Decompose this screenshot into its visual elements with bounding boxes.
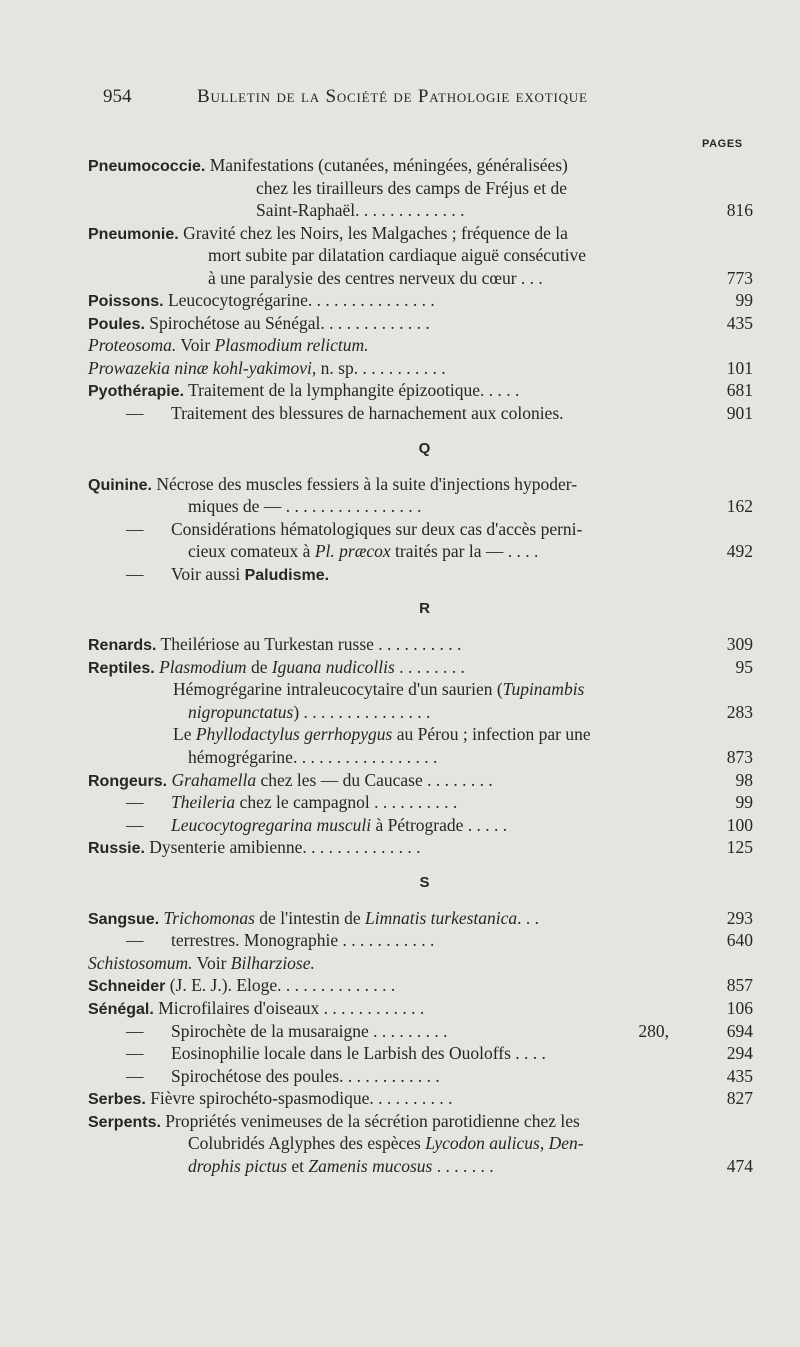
entry-continuation	[88, 746, 753, 769]
page-ref: 309	[726, 634, 753, 655]
entry-continuation	[88, 1155, 753, 1178]
entry-text: à une paralysie des centres nerveux du cœur . . .	[208, 267, 543, 288]
running-header	[103, 86, 753, 116]
page-ref: 901	[726, 403, 753, 424]
entry-text: Colubridés Aglyphes des espèces	[188, 1133, 421, 1154]
entry-text: Saint-Raphaël. . . . . . . . . . . . .	[256, 200, 465, 221]
entry-serbes	[88, 1087, 753, 1110]
entry-subentry	[88, 1042, 753, 1065]
entry-text: au Pérou ; infection par une	[396, 724, 591, 745]
entry-proteosoma	[88, 334, 753, 357]
entry-text: terrestres. Monographie . . . . . . . . . . .	[171, 930, 435, 951]
entry-head: Pneumococcie.	[88, 158, 206, 175]
section-letter-s: S	[419, 873, 430, 891]
ditto-dash: —	[126, 792, 144, 813]
entry-serpents	[88, 1110, 753, 1133]
entry-subentry	[88, 1020, 753, 1043]
entry-text: Traitement de la lymphangite épizootique. . . . .	[188, 380, 520, 401]
page-ref: 95	[735, 656, 753, 677]
entry-continuation	[88, 678, 753, 701]
entry-text: de	[250, 656, 268, 677]
entry-text: Hémogrégarine intraleucocytaire d'un saurien (	[173, 679, 503, 700]
entry-head: Sénégal.	[88, 1000, 154, 1018]
entry-head: Pyothérapie.	[88, 383, 185, 401]
page-ref: 827	[726, 1088, 753, 1109]
entry-subentry	[88, 1065, 753, 1088]
entry-poules	[88, 312, 753, 335]
entry-subentry	[88, 791, 753, 814]
entry-text: drophis pictus	[188, 1155, 288, 1176]
entry-text: cieux comateux à	[188, 541, 311, 562]
entry-head: Sangsue.	[88, 910, 160, 928]
entry-text: Pl. præcox	[314, 541, 391, 562]
entry-subentry	[88, 814, 753, 837]
section-letter-q: Q	[418, 439, 431, 457]
entry-pneumonie	[88, 222, 753, 245]
entry-text: Grahamella	[171, 769, 257, 790]
entry-prowazekia	[88, 357, 753, 380]
entry-text: Voir	[180, 335, 211, 356]
entry-head: Russie.	[88, 840, 145, 858]
entry-text: hémogrégarine. . . . . . . . . . . . . . . . .	[188, 747, 438, 768]
entry-text: Bilharziose.	[230, 952, 315, 973]
entry-rongeurs	[88, 769, 753, 792]
page-ref: 857	[726, 975, 753, 996]
page-ref: 99	[735, 290, 753, 311]
page-ref: 101	[726, 357, 753, 378]
entry-text: ) . . . . . . . . . . . . . . .	[293, 701, 431, 722]
entry-text: Voir aussi	[171, 563, 241, 584]
entry-subentry	[88, 518, 753, 541]
journal-title: Bulletin de la Société de Pathologie exotique	[197, 86, 588, 107]
ditto-dash: —	[126, 403, 144, 424]
page-ref: 293	[726, 907, 753, 928]
page-ref: 694	[726, 1020, 753, 1041]
pages-column-label: PAGES	[702, 138, 743, 150]
entry-continuation	[88, 1132, 753, 1155]
entry-text: chez les tirailleurs des camps de Fréjus et de	[256, 177, 568, 198]
ditto-dash: —	[126, 814, 144, 835]
entry-text: mort subite par dilatation cardiaque aiguë consécutive	[208, 245, 587, 266]
entry-text: à Pétrograde . . . . .	[375, 814, 508, 835]
entry-head: Poissons.	[88, 293, 164, 311]
entry-text: Propriétés venimeuses de la sécrétion parotidienne chez les	[165, 1110, 580, 1131]
entry-renards	[88, 633, 753, 656]
index-content	[88, 154, 753, 1177]
entry-reptiles	[88, 656, 753, 679]
entry-text: Microfilaires d'oiseaux . . . . . . . . . . . .	[158, 997, 425, 1018]
entry-head: Pneumonie.	[88, 225, 179, 243]
entry-pneumococcie	[88, 154, 753, 177]
page-ref: 873	[726, 747, 753, 768]
page-ref: 773	[726, 267, 753, 288]
entry-text: chez le campagnol . . . . . . . . . .	[239, 792, 458, 813]
entry-head: Proteosoma.	[88, 335, 177, 356]
page-ref: 98	[735, 769, 753, 790]
cross-reference: Paludisme.	[244, 566, 330, 584]
entry-text: Zamenis mucosus	[308, 1155, 433, 1176]
page-ref: 474	[726, 1155, 753, 1176]
entry-continuation	[88, 495, 753, 518]
entry-head: Quinine.	[88, 476, 152, 494]
page-ref: 106	[726, 997, 753, 1018]
entry-head: Schneider	[88, 978, 166, 996]
section-letter-r: R	[419, 600, 430, 618]
entry-text: Trichomonas	[163, 907, 255, 928]
page-ref: 681	[726, 380, 753, 401]
entry-text: Nécrose des muscles fessiers à la suite d'injections hypoder-	[156, 473, 578, 494]
entry-text: Spirochète de la musaraigne . . . . . . . . .	[171, 1020, 448, 1041]
entry-head: Serbes.	[88, 1091, 146, 1109]
entry-text: . . .	[517, 907, 540, 928]
entry-continuation	[88, 701, 753, 724]
entry-continuation	[88, 267, 753, 290]
entry-text: Limnatis turkestanica	[365, 907, 518, 928]
entry-russie	[88, 836, 753, 859]
entry-head: Poules.	[88, 315, 145, 333]
entry-poissons	[88, 289, 753, 312]
entry-text: et	[291, 1155, 305, 1176]
ditto-dash: —	[126, 563, 144, 584]
entry-text: Voir	[196, 952, 227, 973]
entry-text: de l'intestin de	[259, 907, 361, 928]
entry-sangsue	[88, 907, 753, 930]
entry-head: Schistosomum.	[88, 952, 193, 973]
entry-text: Spirochétose au Sénégal. . . . . . . . . . . . .	[149, 312, 430, 333]
entry-text: Traitement des blessures de harnachement aux colonies.	[171, 403, 564, 424]
entry-text: Spirochétose des poules. . . . . . . . . . . .	[171, 1065, 440, 1086]
entry-text: Manifestations (cutanées, méningées, généralisées)	[209, 155, 568, 175]
entry-text: Leucocytogrégarine. . . . . . . . . . . . . . .	[167, 290, 435, 311]
entry-text: (J. E. J.). Eloge. . . . . . . . . . . . . .	[169, 975, 396, 996]
entry-head: Rongeurs.	[88, 772, 168, 790]
entry-subentry	[88, 929, 753, 952]
entry-text: Theileria	[171, 792, 236, 813]
page-ref: 100	[726, 814, 753, 835]
entry-continuation	[88, 199, 753, 222]
entry-text: n. sp. . . . . . . . . . .	[320, 357, 446, 378]
entry-text: Dysenterie amibienne. . . . . . . . . . . . . .	[149, 837, 421, 858]
entry-continuation	[88, 723, 753, 746]
entry-text: Le	[173, 724, 192, 745]
page-ref: 125	[726, 837, 753, 858]
entry-continuation	[88, 540, 753, 563]
entry-pyotherapie	[88, 379, 753, 402]
entry-text: Tupinambis	[502, 679, 585, 700]
entry-schneider	[88, 974, 753, 997]
entry-text: Gravité chez les Noirs, les Malgaches ; fréquence de la	[183, 222, 568, 243]
entry-senegal	[88, 997, 753, 1020]
entry-text: Fièvre spirochéto-spasmodique. . . . . . . . . .	[150, 1088, 453, 1109]
page-ref: 294	[726, 1043, 753, 1064]
entry-text: chez les — du Caucase . . . . . . . .	[260, 769, 493, 790]
entry-quinine	[88, 473, 753, 496]
entry-text: . . . . . . . .	[399, 656, 465, 677]
entry-text: Eosinophilie locale dans le Larbish des Ouoloffs . . . .	[171, 1043, 546, 1064]
ditto-dash: —	[126, 1043, 144, 1064]
page-ref: 162	[726, 496, 753, 517]
entry-text: traités par la — . . . .	[395, 541, 539, 562]
ditto-dash: —	[126, 1020, 144, 1041]
entry-head: Prowazekia ninæ kohl-yakimovi,	[88, 357, 317, 378]
page-ref: 492	[726, 541, 753, 562]
entry-text: Phyllodactylus gerrhopygus	[195, 724, 393, 745]
entry-text: nigropunctatus	[188, 701, 294, 722]
entry-head: Reptiles.	[88, 659, 155, 677]
entry-continuation	[88, 177, 753, 200]
ditto-dash: —	[126, 1065, 144, 1086]
entry-subentry	[88, 563, 753, 586]
entry-subentry	[88, 402, 753, 425]
entry-text: Iguana nudicollis	[271, 656, 395, 677]
entry-text: Lycodon aulicus, Den-	[425, 1133, 584, 1154]
entry-text: Plasmodium	[159, 656, 247, 677]
page-ref: 435	[726, 1065, 753, 1086]
entry-text: Considérations hématologiques sur deux cas d'accès perni-	[171, 518, 583, 539]
entry-continuation	[88, 244, 753, 267]
ditto-dash: —	[126, 518, 144, 539]
page-ref: 283	[726, 701, 753, 722]
page-number: 954	[103, 86, 132, 107]
entry-head: Renards.	[88, 637, 157, 655]
entry-text: Leucocytogregarina musculi	[171, 814, 372, 835]
entry-text: Plasmodium relictum.	[214, 335, 369, 356]
page-ref: 435	[726, 312, 753, 333]
page-ref: 816	[726, 200, 753, 221]
entry-text: . . . . . . .	[436, 1155, 494, 1176]
entry-head: Serpents.	[88, 1113, 161, 1131]
entry-text: miques de — . . . . . . . . . . . . . . . .	[188, 496, 422, 517]
page-ref: 99	[735, 792, 753, 813]
entry-schistosomum	[88, 952, 753, 975]
page-ref: 280,	[638, 1020, 669, 1041]
entry-text: Theilériose au Turkestan russe . . . . . . . . . .	[160, 634, 462, 655]
page-ref: 640	[726, 930, 753, 951]
ditto-dash: —	[126, 930, 144, 951]
